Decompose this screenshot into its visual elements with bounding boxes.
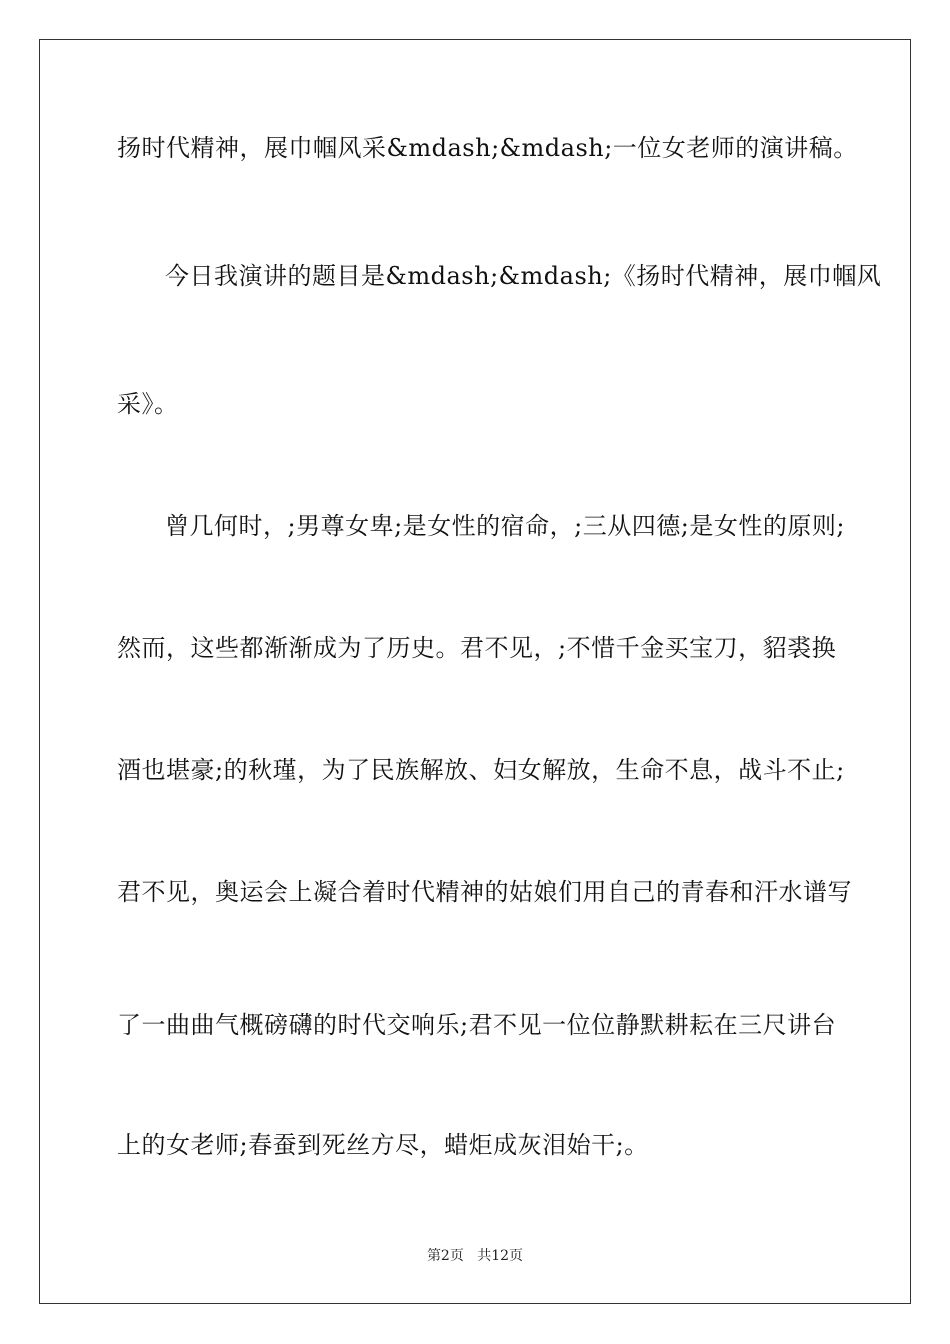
page-number: 第2页 — [426, 1248, 464, 1264]
page-footer — [0, 1247, 950, 1265]
page-total: 共12页 — [477, 1248, 524, 1264]
text-line-4: 曾几何时，;男尊女卑;是女性的宿命，;三从四德;是女性的原则; — [165, 512, 845, 540]
text-line-6: 酒也堪豪;的秋瑾，为了民族解放、妇女解放，生命不息，战斗不止; — [117, 756, 845, 784]
page-border — [39, 39, 911, 1304]
text-line-1: 扬时代精神，展巾帼风采&mdash;&mdash;一位女老师的演讲稿。 — [117, 134, 858, 162]
text-line-8: 了一曲曲气概磅礴的时代交响乐;君不见一位位静默耕耘在三尺讲台 — [117, 1011, 837, 1039]
text-line-3: 采》。 — [117, 390, 179, 418]
text-line-9: 上的女老师;春蚕到死丝方尽，蜡炬成灰泪始干;。 — [117, 1131, 649, 1159]
text-line-7: 君不见，奥运会上凝合着时代精神的姑娘们用自己的青春和汗水谱写 — [117, 878, 852, 906]
text-line-2: 今日我演讲的题目是&mdash;&mdash;《扬时代精神，展巾帼风 — [165, 262, 882, 290]
text-line-5: 然而，这些都渐渐成为了历史。君不见，;不惜千金买宝刀，貂裘换 — [117, 634, 837, 662]
